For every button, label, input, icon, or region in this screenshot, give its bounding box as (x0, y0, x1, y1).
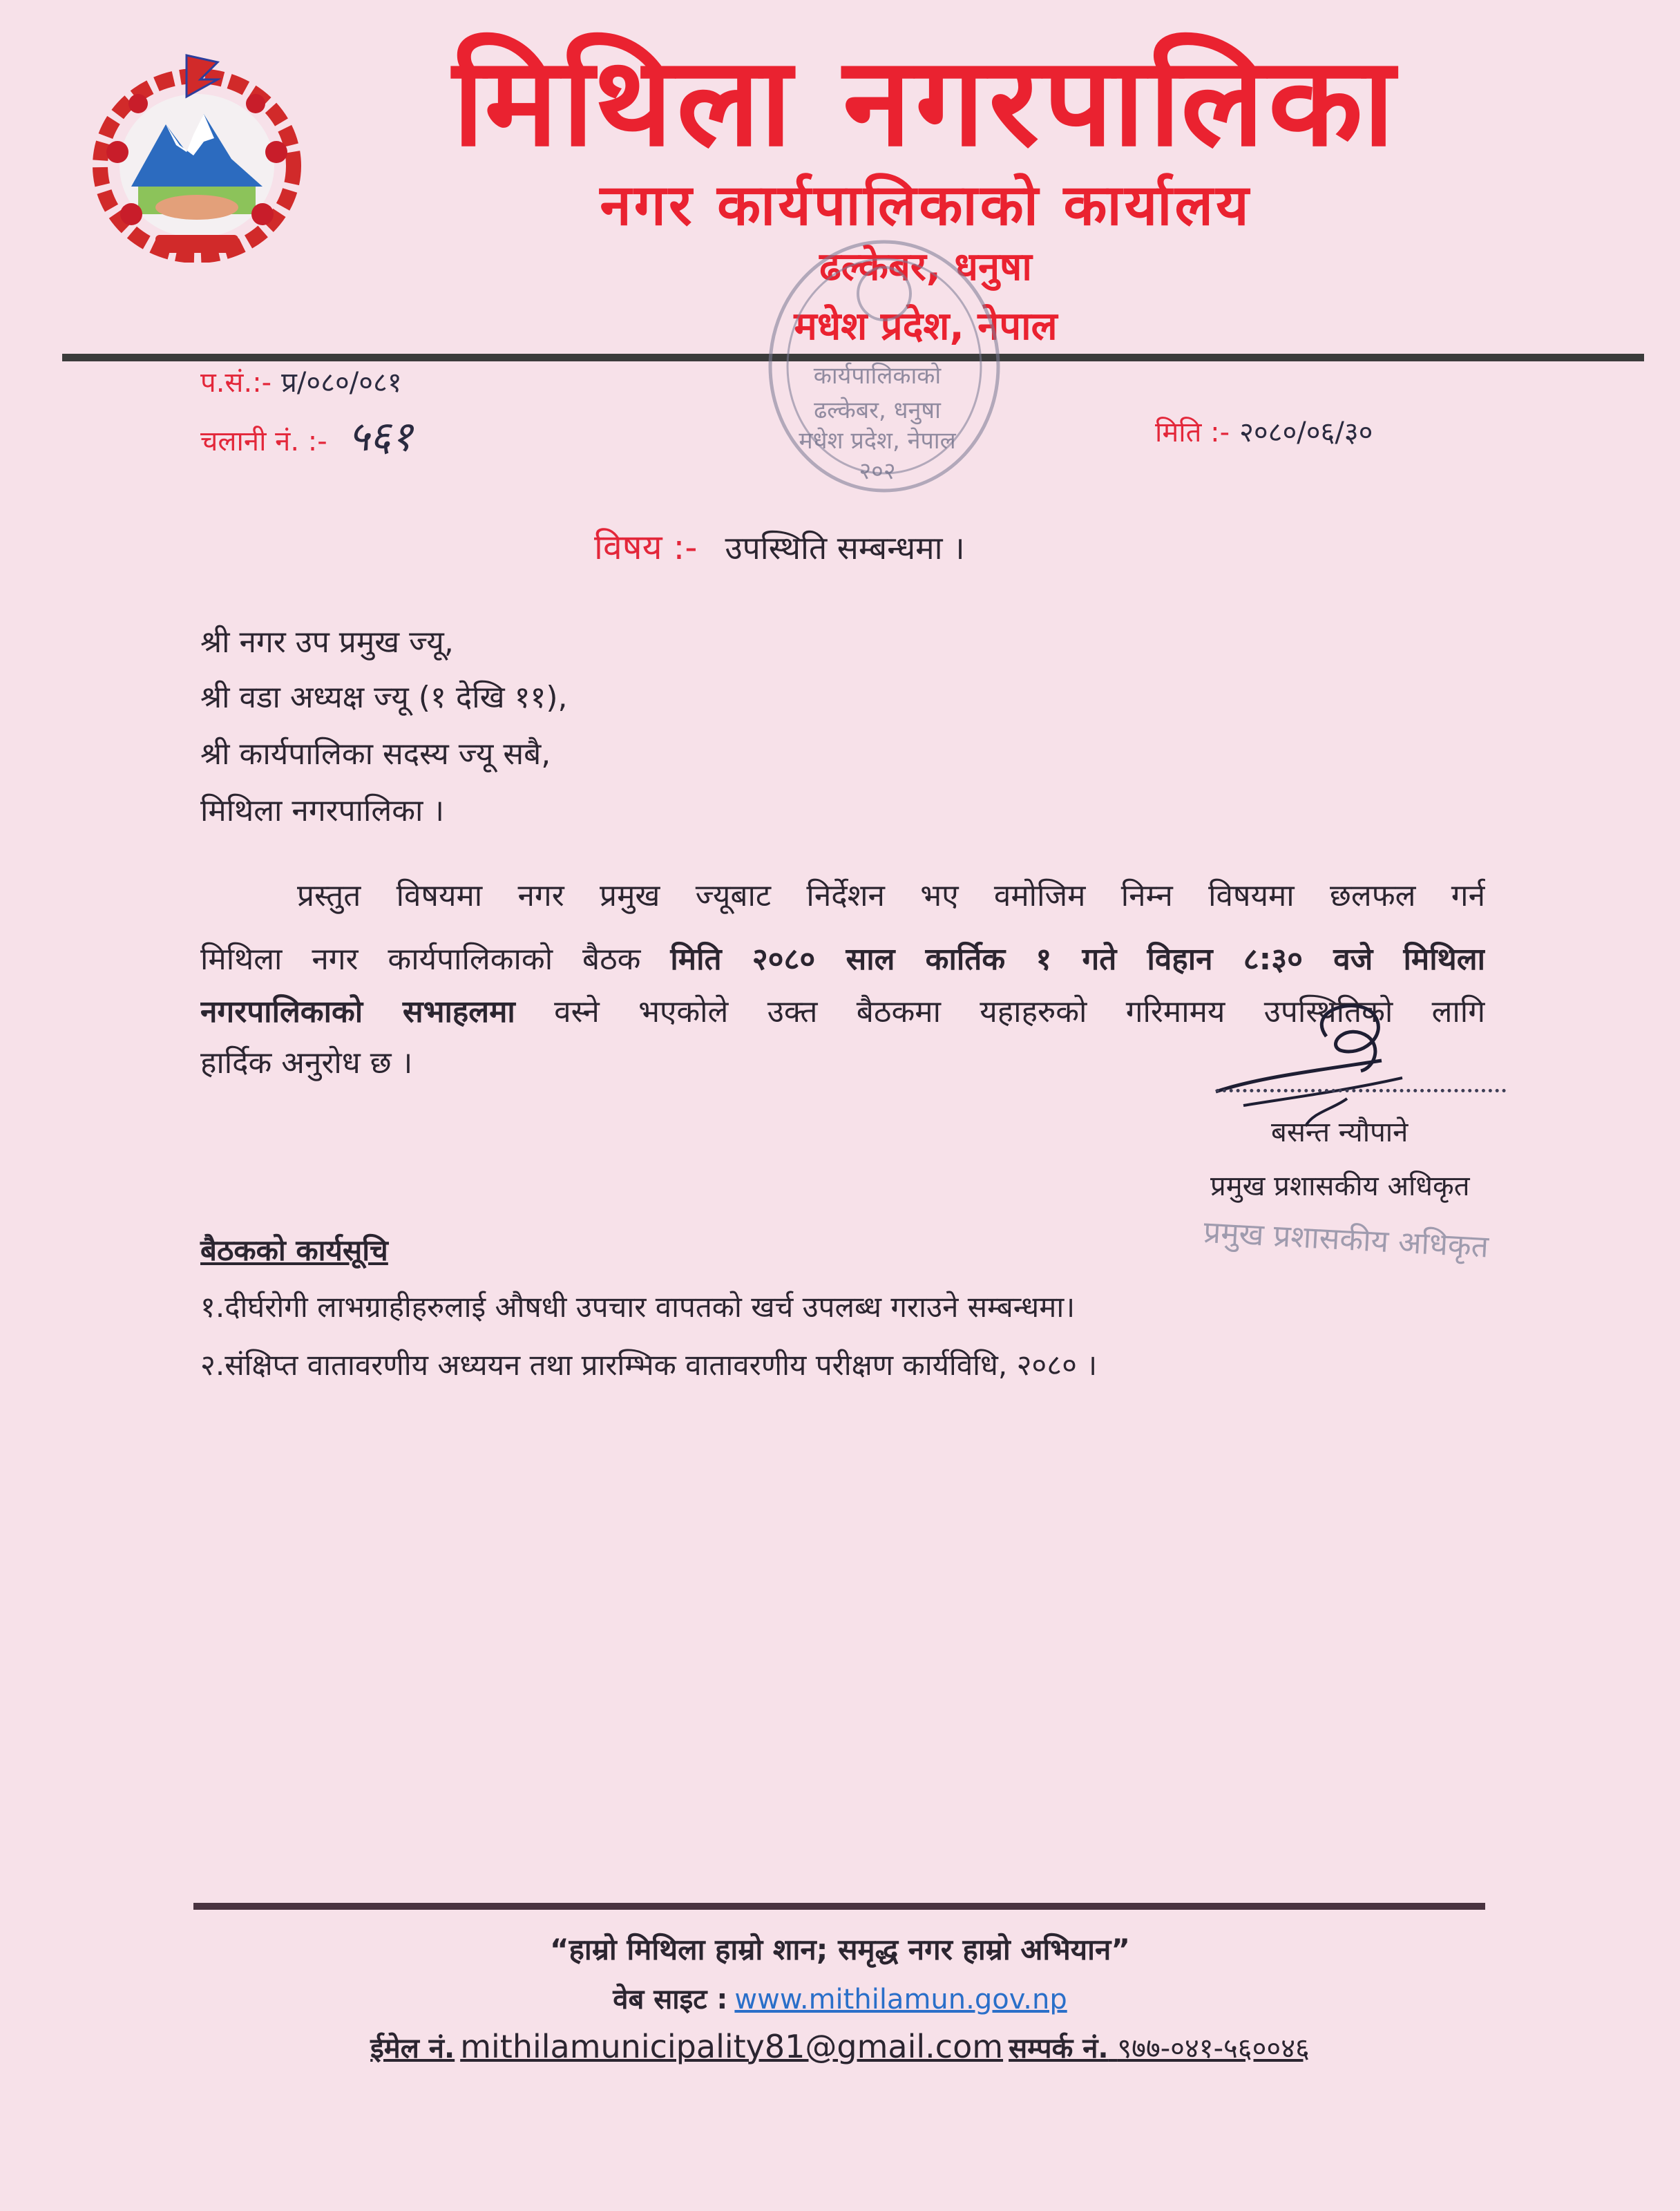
website-label: वेब साइट : (613, 1984, 728, 2015)
subject-line (594, 525, 965, 570)
subject-text: उपस्थिति सम्बन्धमा । (725, 529, 965, 567)
seal-line: ढल्केबर, धनुषा (814, 397, 941, 424)
phone-label: सम्पर्क नं. (1009, 2033, 1109, 2065)
reference-chalani (200, 412, 413, 461)
agenda-heading: बैठकको कार्यसूचि (200, 1233, 388, 1267)
designation-stamp: प्रमुख प्रशासकीय अधिकृत (1203, 1214, 1490, 1265)
footer-contact (0, 2026, 1680, 2069)
office-subtitle: नगर कार्यपालिकाको कार्यालय (600, 173, 1252, 238)
addressee-line: श्री वडा अध्यक्ष ज्यू (१ देखि ११), (200, 680, 568, 715)
agenda-item: २.संक्षिप्त वातावरणीय अध्ययन तथा प्रारम्भिक वातावरणीय परीक्षण कार्यविधि, २०८० । (200, 1348, 1098, 1382)
seal-line: मधेश प्रदेश, नेपाल (799, 427, 956, 455)
date-value: २०८०/०६/३० (1239, 417, 1373, 448)
addressee-line: श्री नगर उप प्रमुख ज्यू, (200, 625, 454, 660)
addressee-line: मिथिला नगरपालिका । (200, 793, 445, 828)
seal-line: कार्यपालिकाको (813, 362, 942, 390)
phone-number: ९७७-०४१-५६००४६ (1117, 2033, 1310, 2065)
location-district: ढल्केबर, धनुषा (819, 245, 1032, 290)
body-line: प्रस्तुत विषयमा नगर प्रमुख ज्यूबाट निर्देशन भए वमोजिम निम्न विषयमा छलफल गर्न (297, 878, 1485, 913)
email-label: ईमेल नं. (370, 2033, 455, 2065)
agenda-item: १.दीर्घरोगी लाभग्राहीहरुलाई औषधी उपचार वापतको खर्च उपलब्ध गराउने सम्बन्धमा। (200, 1290, 1076, 1324)
body-line (200, 936, 1485, 984)
nepal-emblem-icon (90, 48, 304, 263)
body-text: मिथिला नगर कार्यपालिकाको बैठक (200, 942, 641, 977)
body-line: हार्दिक अनुरोध छ । (200, 1045, 413, 1081)
signature-dotted-line (1216, 1089, 1506, 1092)
ps-value: प्र/०८०/०८१ (281, 367, 402, 399)
signatory-title: प्रमुख प्रशासकीय अधिकृत (1210, 1170, 1470, 1202)
chalani-value: ५६१ (347, 412, 413, 461)
meeting-datetime: मिति २०८० साल कार्तिक १ गते विहान ८:३० वजे मिथिला (670, 942, 1485, 977)
addressee-line: श्री कार्यपालिका सदस्य ज्यू सबै, (200, 737, 551, 772)
footer-website (0, 1980, 1680, 2019)
seal-line: २०२ (859, 457, 896, 485)
reference-date (1155, 415, 1373, 450)
date-label: मिति :- (1155, 417, 1230, 448)
footer-slogan: “हाम्रो मिथिला हाम्रो शान; समृद्ध नगर हाम्रो अभियान” (550, 1933, 1130, 1966)
municipality-title: मिथिला नगरपालिका (452, 30, 1399, 173)
ps-label: प.सं.:- (200, 367, 272, 399)
subject-label: विषय :- (594, 527, 698, 567)
body-text: वस्ने भएकोले उक्त बैठकमा यहाहरुको गरिमामय उपस्थितिको लागि (554, 994, 1485, 1029)
location-province: मधेश प्रदेश, नेपाल (794, 304, 1058, 349)
website-link[interactable]: www.mithilamun.gov.np (734, 1984, 1067, 2015)
signatory-name: बसन्त न्यौपाने (1271, 1117, 1409, 1148)
meeting-venue: नगरपालिकाको सभाहलमा (200, 994, 515, 1029)
footer-divider (193, 1903, 1485, 1910)
email-address[interactable]: mithilamunicipality81@gmail.com (460, 2028, 1004, 2065)
chalani-label: चलानी नं. :- (200, 426, 327, 457)
reference-ps (200, 365, 402, 401)
